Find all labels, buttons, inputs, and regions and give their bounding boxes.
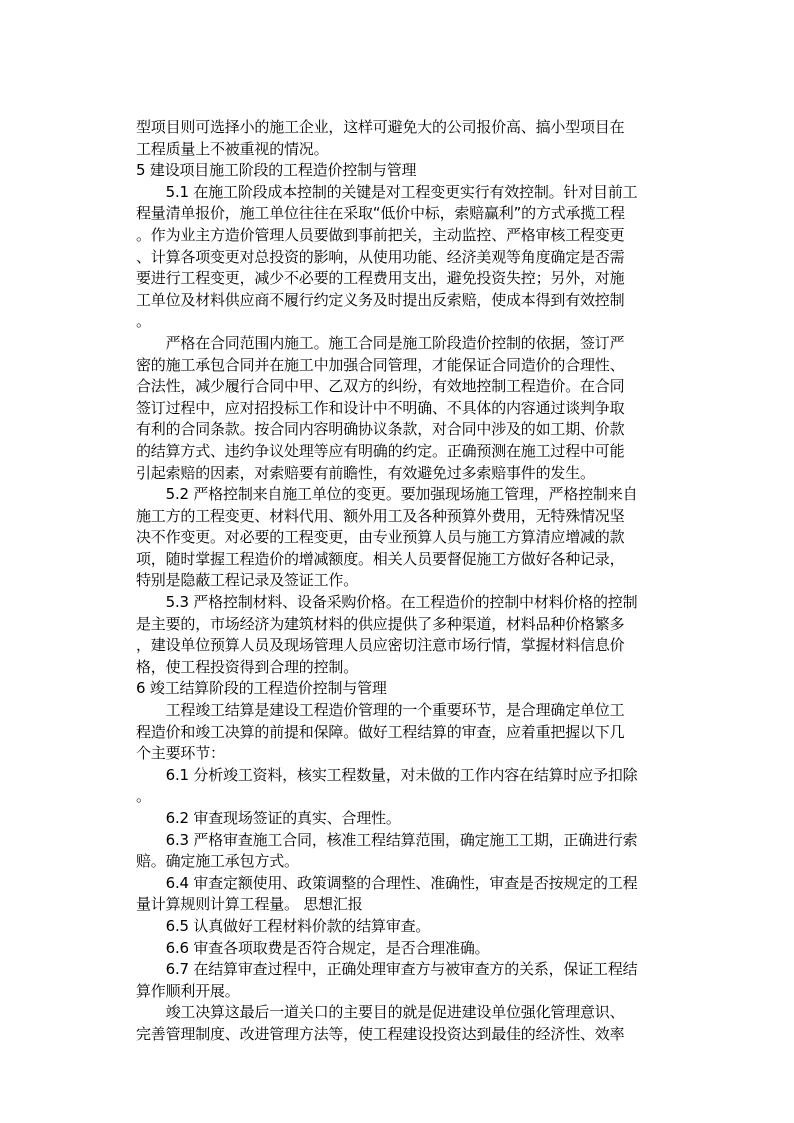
text-line: 5.3 严格控制材料、设备采购价格。在工程造价的控制中材料价格的控制 (136, 593, 638, 612)
text-line: 量计算规则计算工程量。 思想汇报 (136, 895, 363, 914)
document-body (136, 117, 662, 1046)
text-line: 算作顺利开展。 (136, 981, 240, 1000)
text-line: 6.1 分析竣工资料，核实工程数量，对未做的工作内容在结算时应予扣除 (136, 765, 638, 784)
text-line: 竣工决算这最后一道关口的主要目的就是促进建设单位强化管理意识、 (136, 1003, 625, 1022)
text-line: 合法性，减少履行合同中甲、乙双方的纠纷，有效地控制工程造价。在合同 (136, 377, 625, 396)
text-line: 6.4 审查定额使用、政策调整的合理性、准确性，审查是否按规定的工程 (136, 873, 638, 892)
text-line: 。作为业主方造价管理人员要做到事前把关，主动监控、严格审核工程变更 (136, 225, 625, 244)
text-line: 格，使工程投资得到合理的控制。 (136, 657, 359, 676)
text-line: 密的施工承包合同并在施工中加强合同管理，才能保证合同造价的合理性、 (136, 355, 625, 374)
text-line: 5.2 严格控制来自施工单位的变更。要加强现场施工管理，严格控制来自 (136, 485, 638, 504)
text-line: 有利的合同条款。按合同内容明确协议条款，对合同中涉及的如工期、价款 (136, 420, 625, 439)
text-line: 签订过程中，应对招投标工作和设计中不明确、不具体的内容通过谈判争取 (136, 398, 625, 417)
text-line: 是主要的，市场经济为建筑材料的供应提供了多种渠道，材料品种价格繁多 (136, 614, 625, 633)
text-line: 个主要环节： (136, 744, 225, 763)
text-line: 严格在合同范围内施工。施工合同是施工阶段造价控制的依据，签订严 (136, 333, 625, 352)
text-line: 、计算各项变更对总投资的影响，从使用功能、经济美观等角度确定是否需 (136, 247, 625, 266)
text-line: 程量清单报价，施工单位往往在采取“低价中标，索赔赢利”的方式承揽工程 (136, 204, 625, 223)
text-line: 工程竣工结算是建设工程造价管理的一个重要环节，是合理确定单位工 (136, 701, 625, 720)
text-line: 。 (136, 787, 151, 806)
text-line: ，建设单位预算人员及现场管理人员应密切注意市场行情，掌握材料信息价 (136, 636, 625, 655)
text-line: 6.6 审查各项取费是否符合规定，是否合理准确。 (136, 938, 490, 957)
text-line: 工程质量上不被重视的情况。 (136, 139, 329, 158)
text-line: 。 (136, 312, 151, 331)
text-line: 要进行工程变更，减少不必要的工程费用支出，避免投资失控；另外，对施 (136, 269, 625, 288)
text-line: 程造价和竣工决算的前提和保障。做好工程结算的审查，应着重把握以下几 (136, 722, 625, 741)
text-line: 6.5 认真做好工程材料价款的结算审查。 (136, 916, 431, 935)
text-line: 型项目则可选择小的施工企业，这样可避免大的公司报价高、搞小型项目在 (136, 118, 625, 136)
text-line: 施工方的工程变更、材料代用、额外用工及各种预算外费用，无特殊情况坚 (136, 506, 625, 525)
text-line: 决不作变更。对必要的工程变更，由专业预算人员与施工方算清应增减的款 (136, 528, 625, 547)
text-line: 5 建设项目施工阶段的工程造价控制与管理 (136, 161, 417, 180)
text-line: 6.3 严格审查施工合同，核准工程结算范围，确定施工工期，正确进行索 (136, 830, 638, 849)
text-line: 引起索赔的因素，对索赔要有前瞻性，有效避免过多索赔事件的发生。 (136, 463, 595, 482)
text-line: 6.2 审查现场签证的真实、合理性。 (136, 809, 401, 827)
text-line: 6 竣工结算阶段的工程造价控制与管理 (136, 679, 387, 698)
text-line: 赔。确定施工承包方式。 (136, 852, 299, 871)
text-line: 工单位及材料供应商不履行约定义务及时提出反索赔，使成本得到有效控制 (136, 290, 625, 309)
text-line: 项，随时掌握工程造价的增减额度。相关人员要督促施工方做好各种记录， (136, 549, 625, 568)
text-line: 完善管理制度、改进管理方法等，使工程建设投资达到最佳的经济性、效率 (136, 1024, 625, 1043)
text-line: 特别是隐蔽工程记录及签证工作。 (136, 571, 359, 590)
text-line: 6.7 在结算审查过程中，正确处理审查方与被审查方的关系，保证工程结 (136, 960, 638, 979)
text-line: 5.1 在施工阶段成本控制的关键是对工程变更实行有效控制。针对目前工 (136, 182, 638, 201)
text-line: 的结算方式、违约争议处理等应有明确的约定。正确预测在施工过程中可能 (136, 441, 625, 460)
